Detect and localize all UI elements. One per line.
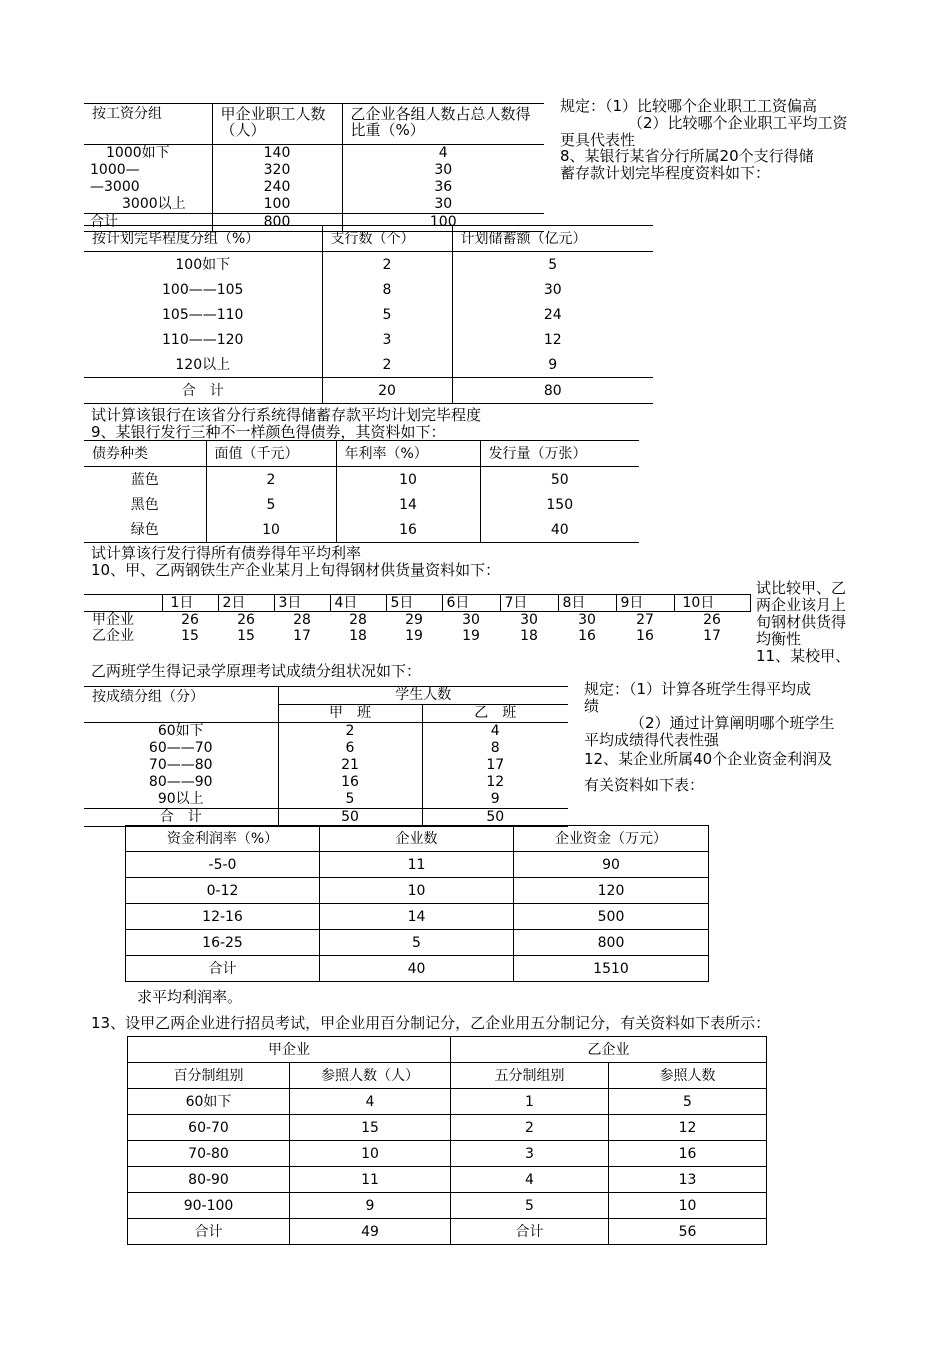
table-row: 60如下 4 1 5 xyxy=(128,1089,767,1115)
table-header: 学生人数 xyxy=(278,687,568,705)
table-row: 80——90 16 12 xyxy=(84,774,568,791)
table-row: 1000如下 140 4 xyxy=(84,145,544,163)
side-note-line: 蓄存款计划完毕程度资料如下： xyxy=(560,164,771,182)
steel-supply-table xyxy=(84,594,751,644)
table-header: 甲企业 xyxy=(128,1037,451,1063)
side-note-line: 有关资料如下表： xyxy=(584,776,705,794)
table-header: 甲 班 xyxy=(278,705,422,723)
table-header: 9日 xyxy=(616,595,674,612)
table-header: 百分制组别 xyxy=(128,1063,290,1089)
table-row: 1000— 320 30 xyxy=(84,162,544,179)
table-row: 100——105 8 30 xyxy=(84,277,653,302)
side-note-line: （2）比较哪个企业职工平均工资 xyxy=(628,114,848,132)
side-note-line: 12、某企业所属40个企业资金利润及 xyxy=(584,750,833,768)
question-text: 9、某银行发行三种不一样颜色得债券，其资料如下： xyxy=(91,423,446,441)
table-row: 12-16 14 500 xyxy=(126,904,709,930)
side-note-line: 8、某银行某省分行所属20个支行得储 xyxy=(560,147,814,165)
table-header: 6日 xyxy=(442,595,500,612)
table-header: 2日 xyxy=(218,595,274,612)
table-row: 绿色 10 16 40 xyxy=(84,517,639,543)
side-note-line: 更具代表性 xyxy=(560,131,636,149)
table-header: 企业资金（万元） xyxy=(514,826,709,852)
wage-group-table xyxy=(84,103,544,232)
table-row: 60-70 15 2 12 xyxy=(128,1115,767,1141)
table-row: 90-100 9 5 10 xyxy=(128,1193,767,1219)
side-note-line: 规定：（1）比较哪个企业职工工资偏高 xyxy=(560,97,818,115)
table-row: 110——120 3 12 xyxy=(84,327,653,352)
table-row: —3000 240 36 xyxy=(84,179,544,196)
profit-rate-table xyxy=(125,825,709,982)
table-header: 按成绩分组（分） xyxy=(84,687,278,723)
table-header: 参照人数（人） xyxy=(290,1063,451,1089)
table-row: 合计 49 合计 56 xyxy=(128,1219,767,1245)
table-header: 1日 xyxy=(162,595,218,612)
side-note-line: 平均成绩得代表性强 xyxy=(584,731,720,749)
table-header: 企业数 xyxy=(320,826,514,852)
table-row: -5-0 11 90 xyxy=(126,852,709,878)
table-row: 合计 40 1510 xyxy=(126,956,709,982)
table-row: 120以上 2 9 xyxy=(84,352,653,378)
table-row: 合 计 50 50 xyxy=(84,809,568,827)
side-note-line: （2）通过计算阐明哪个班学生 xyxy=(630,714,835,732)
savings-plan-table xyxy=(84,225,653,404)
table-row: 乙企业 15 15 17 18 19 19 18 16 16 17 xyxy=(92,628,721,644)
side-note-line: 旬钢材供货得 xyxy=(756,613,847,631)
table-header: 按计划完毕程度分组（%） xyxy=(84,226,322,252)
table-header: 年利率（%） xyxy=(336,441,480,467)
table-header: 债券种类 xyxy=(84,441,206,467)
table-header: 乙 班 xyxy=(474,705,517,721)
bond-table xyxy=(84,440,639,543)
side-note-line: 均衡性 xyxy=(756,630,802,648)
table-header: 面值（千元） xyxy=(206,441,336,467)
table-row: 100如下 2 5 xyxy=(84,252,653,278)
table-header: 按工资分组 xyxy=(84,104,212,145)
side-note-line: 规定：（1）计算各班学生得平均成 xyxy=(584,680,812,698)
exam-score-table xyxy=(84,686,568,827)
table-row: 甲企业 26 26 28 28 29 30 30 30 27 26 xyxy=(92,612,721,628)
side-note-line: 试比较甲、乙 xyxy=(756,579,847,597)
table-header: 乙企业各组人数占总人数得比重（%） xyxy=(350,105,531,139)
table-row: 105——110 5 24 xyxy=(84,302,653,327)
table-header: 7日 xyxy=(500,595,558,612)
side-note-line: 11、某校甲、 xyxy=(756,647,851,665)
table-row: 3000以上 100 30 xyxy=(84,196,544,214)
table-header: 支行数（个） xyxy=(322,226,452,252)
table-header: 10日 xyxy=(674,595,750,612)
table-row: 80-90 11 4 13 xyxy=(128,1167,767,1193)
question-text: 试计算该银行在该省分行系统得储蓄存款平均计划完毕程度 xyxy=(91,406,482,424)
table-row: 蓝色 2 10 50 xyxy=(84,467,639,493)
table-header: 发行量（万张） xyxy=(488,445,587,462)
table-row: 黑色 5 14 150 xyxy=(84,492,639,517)
side-note-line: 两企业该月上 xyxy=(756,596,847,614)
question-text: 乙两班学生得记录学原理考试成绩分组状况如下： xyxy=(91,662,422,680)
table-header: 资金利润率（%） xyxy=(126,826,320,852)
table-header: 8日 xyxy=(558,595,616,612)
table-row: 60如下 2 4 xyxy=(84,723,568,741)
table-row: 0-12 10 120 xyxy=(126,878,709,904)
question-text: 求平均利润率。 xyxy=(137,988,243,1006)
side-note-line: 绩 xyxy=(584,697,600,715)
table-header: 乙企业 xyxy=(451,1037,767,1063)
table-row: 合 计 20 80 xyxy=(84,378,653,404)
question-text: 13、设甲乙两企业进行招员考试，甲企业用百分制记分，乙企业用五分制记分，有关资料如下表所示： xyxy=(91,1014,771,1032)
table-row: 16-25 5 800 xyxy=(126,930,709,956)
table-row: 60——70 6 8 xyxy=(84,740,568,757)
table-row: 合计 800 100 xyxy=(84,214,544,232)
recruitment-exam-table xyxy=(127,1036,767,1245)
table-header: 五分制组别 xyxy=(451,1063,609,1089)
table-header: 5日 xyxy=(386,595,442,612)
table-row: 70——80 21 17 xyxy=(84,757,568,774)
table-row: 90以上 5 9 xyxy=(84,791,568,809)
table-header: 计划储蓄额（亿元） xyxy=(460,230,587,247)
table-header: 3日 xyxy=(274,595,330,612)
question-text: 试计算该行发行得所有债券得年平均利率 xyxy=(91,544,362,562)
question-text: 10、甲、乙两钢铁生产企业某月上旬得钢材供货量资料如下： xyxy=(91,561,501,579)
table-header: 参照人数 xyxy=(609,1063,767,1089)
table-row: 70-80 10 3 16 xyxy=(128,1141,767,1167)
table-header: 4日 xyxy=(330,595,386,612)
table-header: 甲企业职工人数（人） xyxy=(212,104,342,145)
